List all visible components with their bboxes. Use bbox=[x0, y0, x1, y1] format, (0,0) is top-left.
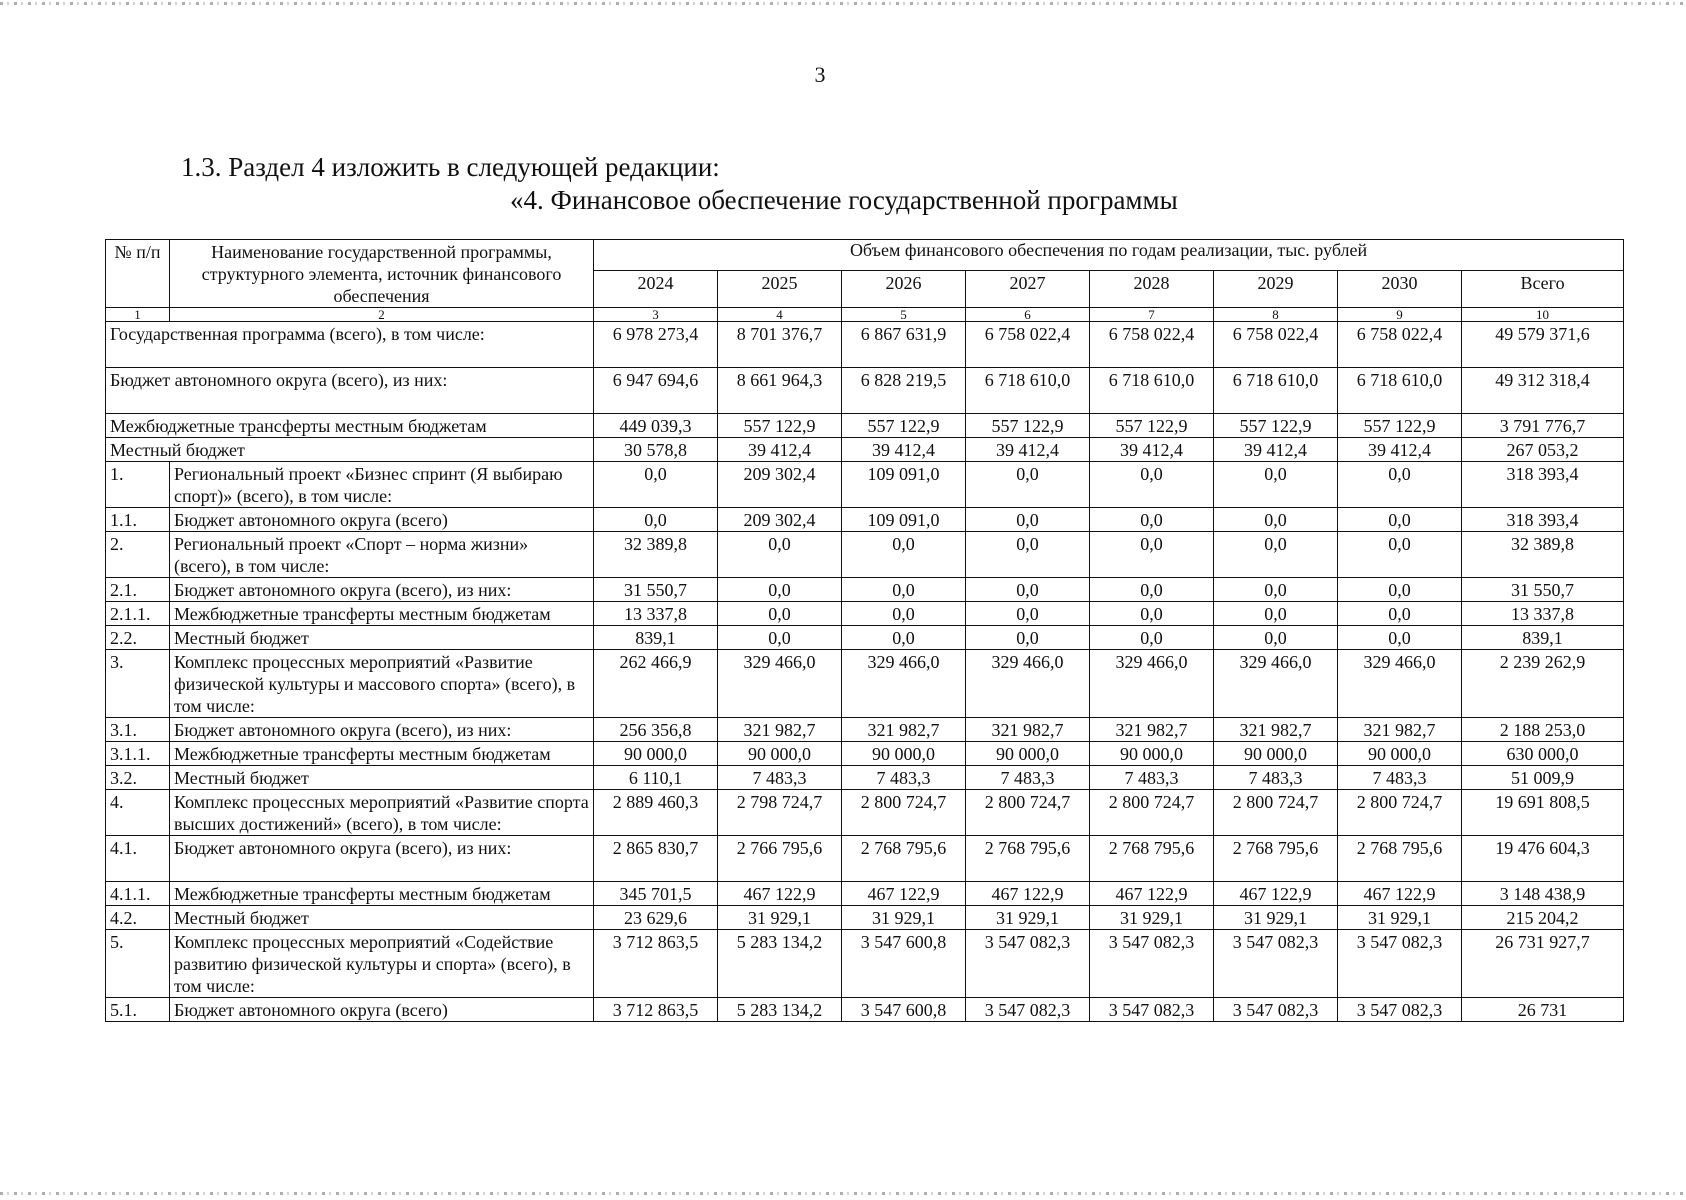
year-value-cell: 0,0 bbox=[1338, 532, 1462, 578]
table-row bbox=[106, 532, 1624, 578]
year-value-cell: 31 929,1 bbox=[718, 906, 842, 930]
table-row bbox=[106, 742, 1624, 766]
year-value-cell: 0,0 bbox=[966, 462, 1090, 508]
year-value-cell: 2 768 795,6 bbox=[1338, 836, 1462, 882]
year-value-cell: 31 929,1 bbox=[842, 906, 966, 930]
year-value-cell: 39 412,4 bbox=[1338, 438, 1462, 462]
year-value-cell: 3 547 082,3 bbox=[1214, 998, 1338, 1022]
header-year: 2029 bbox=[1214, 270, 1338, 307]
year-value-cell: 2 889 460,3 bbox=[594, 790, 718, 836]
year-value-cell: 2 766 795,6 bbox=[718, 836, 842, 882]
year-value-cell: 262 466,9 bbox=[594, 650, 718, 718]
year-value-cell: 329 466,0 bbox=[718, 650, 842, 718]
year-value-cell: 321 982,7 bbox=[1214, 718, 1338, 742]
year-value-cell: 0,0 bbox=[966, 578, 1090, 602]
total-value-cell: 51 009,9 bbox=[1462, 766, 1624, 790]
row-name: Бюджет автономного округа (всего) bbox=[170, 998, 594, 1022]
row-name: Комплекс процессных мероприятий «Развитие спорта высших достижений» (всего), в том числе: bbox=[170, 790, 594, 836]
row-name: Бюджет автономного округа (всего), из них: bbox=[170, 836, 594, 882]
row-name: Комплекс процессных мероприятий «Развитие физической культуры и массового спорта» (всего), в том числе: bbox=[170, 650, 594, 718]
year-value-cell: 2 800 724,7 bbox=[966, 790, 1090, 836]
year-value-cell: 2 768 795,6 bbox=[966, 836, 1090, 882]
year-value-cell: 2 768 795,6 bbox=[1090, 836, 1214, 882]
year-value-cell: 109 091,0 bbox=[842, 462, 966, 508]
year-value-cell: 0,0 bbox=[842, 578, 966, 602]
year-value-cell: 0,0 bbox=[966, 602, 1090, 626]
year-value-cell: 0,0 bbox=[1214, 578, 1338, 602]
table-row bbox=[106, 790, 1624, 836]
column-index: 8 bbox=[1214, 308, 1338, 322]
total-value-cell: 267 053,2 bbox=[1462, 438, 1624, 462]
year-value-cell: 0,0 bbox=[1214, 626, 1338, 650]
year-value-cell: 6 110,1 bbox=[594, 766, 718, 790]
row-number: 4.1. bbox=[106, 836, 170, 882]
year-value-cell: 6 718 610,0 bbox=[1338, 368, 1462, 414]
year-value-cell: 449 039,3 bbox=[594, 414, 718, 438]
year-value-cell: 6 867 631,9 bbox=[842, 322, 966, 368]
row-number: 3. bbox=[106, 650, 170, 718]
row-name: Региональный проект «Спорт – норма жизни» (всего), в том числе: bbox=[170, 532, 594, 578]
scan-edge-bottom bbox=[0, 1192, 1686, 1195]
year-value-cell: 3 547 600,8 bbox=[842, 998, 966, 1022]
row-number: 2.2. bbox=[106, 626, 170, 650]
year-value-cell: 0,0 bbox=[1214, 532, 1338, 578]
header-year: 2028 bbox=[1090, 270, 1214, 307]
row-name: Бюджет автономного округа (всего), из них: bbox=[170, 718, 594, 742]
total-value-cell: 26 731 bbox=[1462, 998, 1624, 1022]
year-value-cell: 0,0 bbox=[842, 602, 966, 626]
year-value-cell: 39 412,4 bbox=[718, 438, 842, 462]
year-value-cell: 0,0 bbox=[1214, 602, 1338, 626]
year-value-cell: 329 466,0 bbox=[1338, 650, 1462, 718]
year-value-cell: 8 661 964,3 bbox=[718, 368, 842, 414]
year-value-cell: 0,0 bbox=[1338, 626, 1462, 650]
year-value-cell: 467 122,9 bbox=[1090, 882, 1214, 906]
total-value-cell: 318 393,4 bbox=[1462, 508, 1624, 532]
header-name: Наименование государственной программы, структурного элемента, источник финансового обеспечения bbox=[170, 240, 594, 308]
year-value-cell: 321 982,7 bbox=[1090, 718, 1214, 742]
header-year: 2027 bbox=[966, 270, 1090, 307]
year-value-cell: 0,0 bbox=[1338, 462, 1462, 508]
column-index: 6 bbox=[966, 308, 1090, 322]
financing-table bbox=[105, 239, 1624, 1022]
year-value-cell: 557 122,9 bbox=[718, 414, 842, 438]
year-value-cell: 0,0 bbox=[594, 462, 718, 508]
total-value-cell: 2 239 262,9 bbox=[1462, 650, 1624, 718]
year-value-cell: 3 547 082,3 bbox=[966, 998, 1090, 1022]
year-value-cell: 467 122,9 bbox=[966, 882, 1090, 906]
year-value-cell: 8 701 376,7 bbox=[718, 322, 842, 368]
year-value-cell: 2 800 724,7 bbox=[1214, 790, 1338, 836]
table-row bbox=[106, 508, 1624, 532]
year-value-cell: 467 122,9 bbox=[1338, 882, 1462, 906]
year-value-cell: 6 828 219,5 bbox=[842, 368, 966, 414]
header-year: 2030 bbox=[1338, 270, 1462, 307]
row-name: Региональный проект «Бизнес спринт (Я выбираю спорт)» (всего), в том числе: bbox=[170, 462, 594, 508]
year-value-cell: 321 982,7 bbox=[718, 718, 842, 742]
year-value-cell: 3 547 082,3 bbox=[1338, 998, 1462, 1022]
row-number: 3.1. bbox=[106, 718, 170, 742]
year-value-cell: 3 547 082,3 bbox=[966, 930, 1090, 998]
year-value-cell: 0,0 bbox=[1090, 532, 1214, 578]
row-number: 1.1. bbox=[106, 508, 170, 532]
total-value-cell: 49 579 371,6 bbox=[1462, 322, 1624, 368]
table-body bbox=[106, 322, 1624, 1022]
table-row bbox=[106, 836, 1624, 882]
header-volume: Объем финансового обеспечения по годам реализации, тыс. рублей bbox=[594, 240, 1624, 271]
year-value-cell: 23 629,6 bbox=[594, 906, 718, 930]
year-value-cell: 31 550,7 bbox=[594, 578, 718, 602]
year-value-cell: 39 412,4 bbox=[842, 438, 966, 462]
year-value-cell: 39 412,4 bbox=[1090, 438, 1214, 462]
table-row bbox=[106, 930, 1624, 998]
year-value-cell: 329 466,0 bbox=[1214, 650, 1338, 718]
year-value-cell: 39 412,4 bbox=[966, 438, 1090, 462]
year-value-cell: 467 122,9 bbox=[842, 882, 966, 906]
column-index: 3 bbox=[594, 308, 718, 322]
year-value-cell: 2 768 795,6 bbox=[842, 836, 966, 882]
row-name: Межбюджетные трансферты местным бюджетам bbox=[170, 742, 594, 766]
header-year: 2024 bbox=[594, 270, 718, 307]
year-value-cell: 557 122,9 bbox=[1090, 414, 1214, 438]
year-value-cell: 6 718 610,0 bbox=[966, 368, 1090, 414]
year-value-cell: 6 758 022,4 bbox=[1214, 322, 1338, 368]
year-value-cell: 6 718 610,0 bbox=[1090, 368, 1214, 414]
total-value-cell: 215 204,2 bbox=[1462, 906, 1624, 930]
year-value-cell: 0,0 bbox=[718, 532, 842, 578]
year-value-cell: 467 122,9 bbox=[1214, 882, 1338, 906]
year-value-cell: 321 982,7 bbox=[1338, 718, 1462, 742]
year-value-cell: 6 947 694,6 bbox=[594, 368, 718, 414]
table-row bbox=[106, 718, 1624, 742]
row-name: Бюджет автономного округа (всего) bbox=[170, 508, 594, 532]
year-value-cell: 0,0 bbox=[1338, 578, 1462, 602]
year-value-cell: 90 000,0 bbox=[1090, 742, 1214, 766]
year-value-cell: 0,0 bbox=[1214, 508, 1338, 532]
year-value-cell: 0,0 bbox=[966, 626, 1090, 650]
total-value-cell: 839,1 bbox=[1462, 626, 1624, 650]
year-value-cell: 839,1 bbox=[594, 626, 718, 650]
year-value-cell: 0,0 bbox=[718, 578, 842, 602]
year-value-cell: 467 122,9 bbox=[718, 882, 842, 906]
year-value-cell: 31 929,1 bbox=[966, 906, 1090, 930]
year-value-cell: 0,0 bbox=[842, 532, 966, 578]
year-value-cell: 2 800 724,7 bbox=[1090, 790, 1214, 836]
amendment-instruction: 1.3. Раздел 4 изложить в следующей редакции: bbox=[181, 152, 720, 182]
column-index: 4 bbox=[718, 308, 842, 322]
row-name: Бюджет автономного округа (всего), из них: bbox=[106, 368, 594, 414]
year-value-cell: 6 978 273,4 bbox=[594, 322, 718, 368]
header-year: 2026 bbox=[842, 270, 966, 307]
year-value-cell: 329 466,0 bbox=[966, 650, 1090, 718]
total-value-cell: 318 393,4 bbox=[1462, 462, 1624, 508]
year-value-cell: 0,0 bbox=[966, 532, 1090, 578]
year-value-cell: 7 483,3 bbox=[1214, 766, 1338, 790]
year-value-cell: 13 337,8 bbox=[594, 602, 718, 626]
year-value-cell: 329 466,0 bbox=[842, 650, 966, 718]
row-name: Местный бюджет bbox=[170, 626, 594, 650]
page-number: 3 bbox=[814, 62, 826, 87]
total-value-cell: 3 148 438,9 bbox=[1462, 882, 1624, 906]
year-value-cell: 6 718 610,0 bbox=[1214, 368, 1338, 414]
column-index: 5 bbox=[842, 308, 966, 322]
total-value-cell: 2 188 253,0 bbox=[1462, 718, 1624, 742]
year-value-cell: 90 000,0 bbox=[718, 742, 842, 766]
year-value-cell: 0,0 bbox=[718, 626, 842, 650]
total-value-cell: 19 476 604,3 bbox=[1462, 836, 1624, 882]
year-value-cell: 109 091,0 bbox=[842, 508, 966, 532]
row-number: 4. bbox=[106, 790, 170, 836]
year-value-cell: 0,0 bbox=[718, 602, 842, 626]
year-value-cell: 557 122,9 bbox=[1214, 414, 1338, 438]
row-number: 2.1. bbox=[106, 578, 170, 602]
year-value-cell: 3 547 082,3 bbox=[1090, 930, 1214, 998]
row-number: 3.1.1. bbox=[106, 742, 170, 766]
year-value-cell: 0,0 bbox=[1338, 602, 1462, 626]
year-value-cell: 30 578,8 bbox=[594, 438, 718, 462]
column-index: 1 bbox=[106, 308, 170, 322]
table-row bbox=[106, 602, 1624, 626]
year-value-cell: 0,0 bbox=[1338, 508, 1462, 532]
year-value-cell: 0,0 bbox=[1090, 508, 1214, 532]
year-value-cell: 329 466,0 bbox=[1090, 650, 1214, 718]
row-name: Межбюджетные трансферты местным бюджетам bbox=[170, 882, 594, 906]
total-value-cell: 3 791 776,7 bbox=[1462, 414, 1624, 438]
row-name: Комплекс процессных мероприятий «Содействие развитию физической культуры и спорта» (всего), в том числе: bbox=[170, 930, 594, 998]
table-row bbox=[106, 882, 1624, 906]
year-value-cell: 0,0 bbox=[594, 508, 718, 532]
row-name: Бюджет автономного округа (всего), из них: bbox=[170, 578, 594, 602]
year-value-cell: 3 547 600,8 bbox=[842, 930, 966, 998]
total-value-cell: 13 337,8 bbox=[1462, 602, 1624, 626]
column-index: 10 bbox=[1462, 308, 1624, 322]
year-value-cell: 90 000,0 bbox=[842, 742, 966, 766]
year-value-cell: 0,0 bbox=[1090, 626, 1214, 650]
year-value-cell: 0,0 bbox=[1090, 602, 1214, 626]
section-title: «4. Финансовое обеспечение государственной программы bbox=[510, 185, 1178, 215]
year-value-cell: 209 302,4 bbox=[718, 462, 842, 508]
table-row bbox=[106, 438, 1624, 462]
year-value-cell: 3 712 863,5 bbox=[594, 930, 718, 998]
row-name: Местный бюджет bbox=[170, 906, 594, 930]
table-row bbox=[106, 414, 1624, 438]
row-name: Межбюджетные трансферты местным бюджетам bbox=[106, 414, 594, 438]
year-value-cell: 3 547 082,3 bbox=[1338, 930, 1462, 998]
header-num: № п/п bbox=[106, 240, 170, 308]
year-value-cell: 321 982,7 bbox=[966, 718, 1090, 742]
year-value-cell: 2 768 795,6 bbox=[1214, 836, 1338, 882]
year-value-cell: 32 389,8 bbox=[594, 532, 718, 578]
row-number: 5. bbox=[106, 930, 170, 998]
scan-edge-top bbox=[0, 2, 1686, 5]
table-row bbox=[106, 578, 1624, 602]
row-number: 5.1. bbox=[106, 998, 170, 1022]
year-value-cell: 3 547 082,3 bbox=[1090, 998, 1214, 1022]
column-index: 7 bbox=[1090, 308, 1214, 322]
year-value-cell: 90 000,0 bbox=[594, 742, 718, 766]
year-value-cell: 0,0 bbox=[966, 508, 1090, 532]
row-number: 1. bbox=[106, 462, 170, 508]
year-value-cell: 2 798 724,7 bbox=[718, 790, 842, 836]
table-row bbox=[106, 998, 1624, 1022]
row-name: Местный бюджет bbox=[170, 766, 594, 790]
table-row bbox=[106, 368, 1624, 414]
year-value-cell: 2 865 830,7 bbox=[594, 836, 718, 882]
table-row bbox=[106, 462, 1624, 508]
year-value-cell: 3 712 863,5 bbox=[594, 998, 718, 1022]
row-number: 4.2. bbox=[106, 906, 170, 930]
year-value-cell: 7 483,3 bbox=[842, 766, 966, 790]
year-value-cell: 209 302,4 bbox=[718, 508, 842, 532]
table-row bbox=[106, 626, 1624, 650]
year-value-cell: 345 701,5 bbox=[594, 882, 718, 906]
year-value-cell: 557 122,9 bbox=[966, 414, 1090, 438]
header-total: Всего bbox=[1462, 270, 1624, 307]
year-value-cell: 6 758 022,4 bbox=[1338, 322, 1462, 368]
year-value-cell: 7 483,3 bbox=[966, 766, 1090, 790]
table-row bbox=[106, 322, 1624, 368]
year-value-cell: 31 929,1 bbox=[1090, 906, 1214, 930]
year-value-cell: 39 412,4 bbox=[1214, 438, 1338, 462]
year-value-cell: 31 929,1 bbox=[1214, 906, 1338, 930]
year-value-cell: 90 000,0 bbox=[1338, 742, 1462, 766]
row-number: 2.1.1. bbox=[106, 602, 170, 626]
year-value-cell: 0,0 bbox=[1090, 462, 1214, 508]
year-value-cell: 6 758 022,4 bbox=[1090, 322, 1214, 368]
year-value-cell: 5 283 134,2 bbox=[718, 998, 842, 1022]
total-value-cell: 31 550,7 bbox=[1462, 578, 1624, 602]
year-value-cell: 90 000,0 bbox=[1214, 742, 1338, 766]
year-value-cell: 557 122,9 bbox=[1338, 414, 1462, 438]
year-value-cell: 6 758 022,4 bbox=[966, 322, 1090, 368]
total-value-cell: 49 312 318,4 bbox=[1462, 368, 1624, 414]
column-index: 9 bbox=[1338, 308, 1462, 322]
year-value-cell: 321 982,7 bbox=[842, 718, 966, 742]
row-number: 3.2. bbox=[106, 766, 170, 790]
row-name: Государственная программа (всего), в том числе: bbox=[106, 322, 594, 368]
year-value-cell: 0,0 bbox=[1214, 462, 1338, 508]
total-value-cell: 630 000,0 bbox=[1462, 742, 1624, 766]
row-name: Местный бюджет bbox=[106, 438, 594, 462]
header-row-1 bbox=[106, 240, 1624, 271]
year-value-cell: 90 000,0 bbox=[966, 742, 1090, 766]
row-name: Межбюджетные трансферты местным бюджетам bbox=[170, 602, 594, 626]
year-value-cell: 0,0 bbox=[842, 626, 966, 650]
year-value-cell: 7 483,3 bbox=[718, 766, 842, 790]
total-value-cell: 32 389,8 bbox=[1462, 532, 1624, 578]
row-number: 2. bbox=[106, 532, 170, 578]
year-value-cell: 5 283 134,2 bbox=[718, 930, 842, 998]
column-index: 2 bbox=[170, 308, 594, 322]
year-value-cell: 256 356,8 bbox=[594, 718, 718, 742]
header-year: 2025 bbox=[718, 270, 842, 307]
table-row bbox=[106, 650, 1624, 718]
row-number: 4.1.1. bbox=[106, 882, 170, 906]
total-value-cell: 26 731 927,7 bbox=[1462, 930, 1624, 998]
table-row bbox=[106, 906, 1624, 930]
year-value-cell: 0,0 bbox=[1090, 578, 1214, 602]
year-value-cell: 31 929,1 bbox=[1338, 906, 1462, 930]
year-value-cell: 7 483,3 bbox=[1090, 766, 1214, 790]
year-value-cell: 2 800 724,7 bbox=[1338, 790, 1462, 836]
year-value-cell: 2 800 724,7 bbox=[842, 790, 966, 836]
table-row bbox=[106, 766, 1624, 790]
column-index-row bbox=[106, 308, 1624, 322]
year-value-cell: 7 483,3 bbox=[1338, 766, 1462, 790]
year-value-cell: 557 122,9 bbox=[842, 414, 966, 438]
total-value-cell: 19 691 808,5 bbox=[1462, 790, 1624, 836]
year-value-cell: 3 547 082,3 bbox=[1214, 930, 1338, 998]
